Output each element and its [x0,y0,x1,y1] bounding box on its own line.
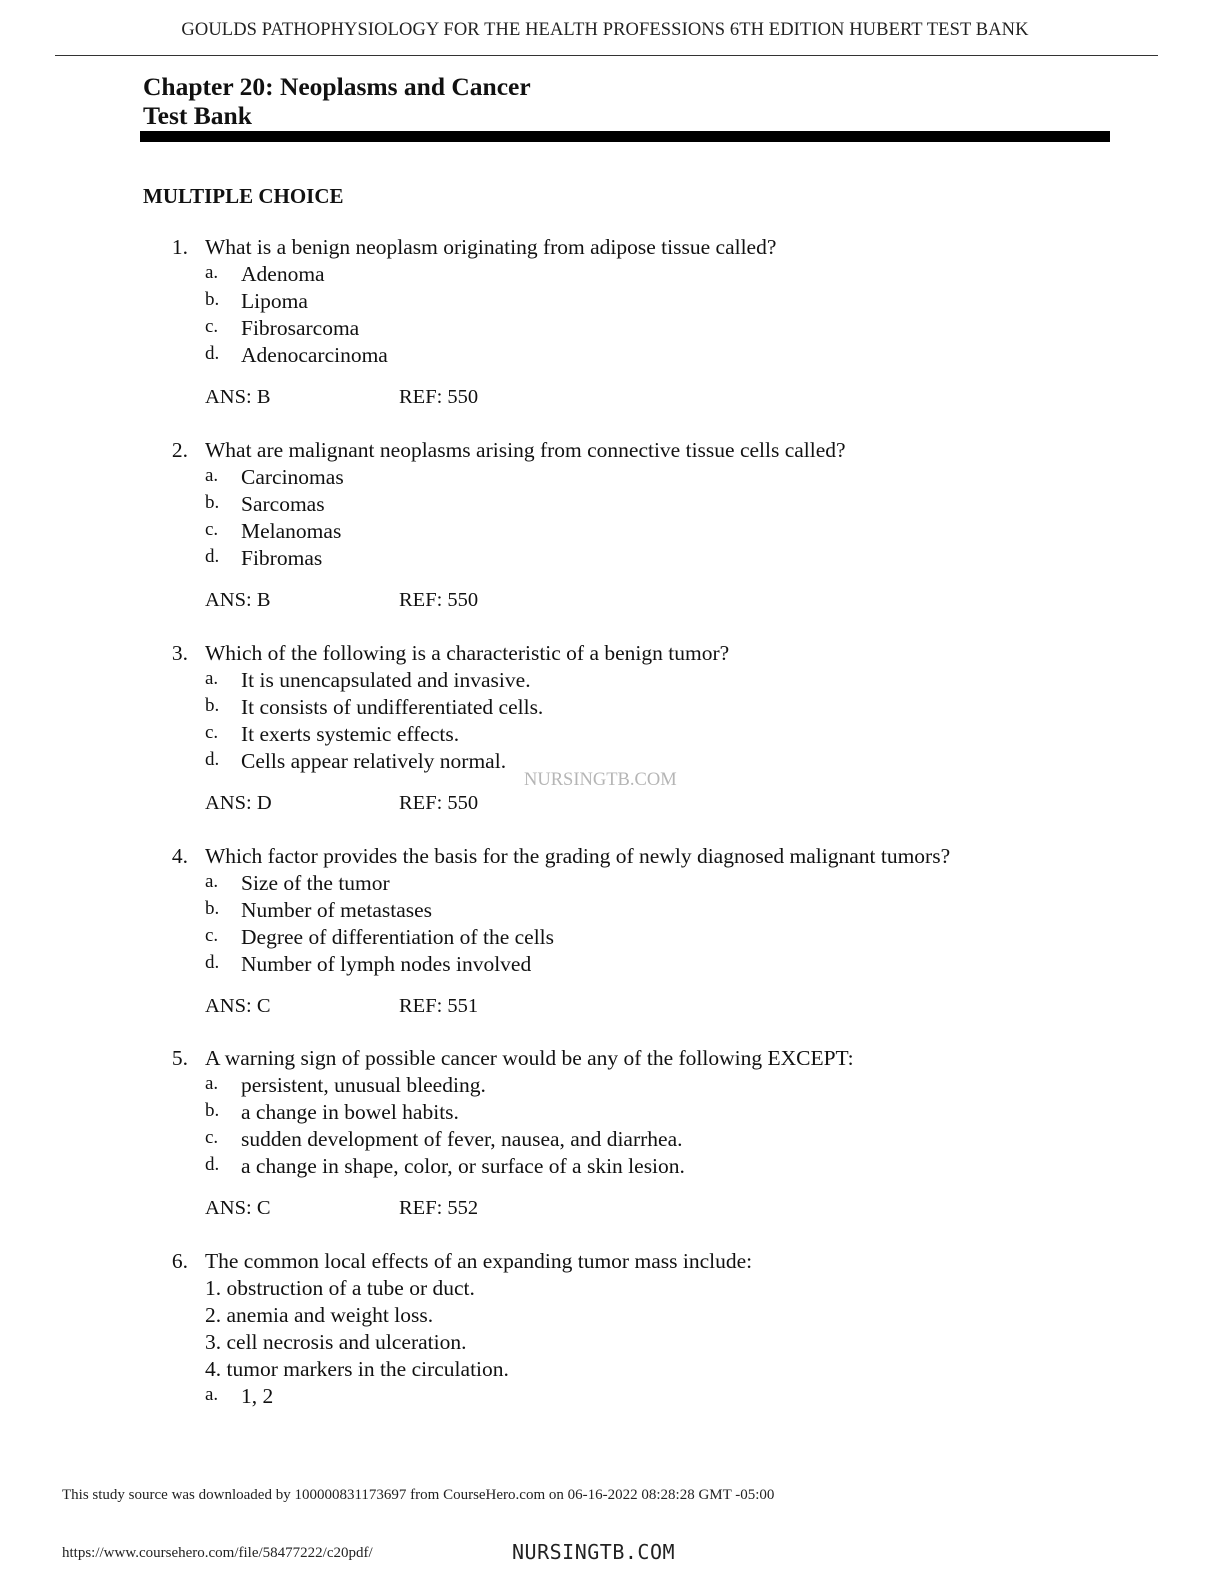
option-c [0,1126,1224,1153]
question-number: 4. [171,844,188,868]
statement-text: 4. tumor markers in the circulation. [205,1357,509,1381]
statement-text: 2. anemia and weight loss. [205,1303,434,1327]
option-a [0,1383,1224,1410]
option-a [0,464,1224,491]
option-letter: c. [205,519,219,540]
question-stem [0,843,1224,870]
question-number: 1. [171,235,188,259]
option-text: Number of lymph nodes involved [241,952,532,976]
option-text: Fibromas [241,546,323,570]
option-letter: c. [205,925,219,946]
option-b [0,1099,1224,1126]
option-a [0,1072,1224,1099]
option-b [0,288,1224,315]
source-url-link[interactable]: https://www.coursehero.com/file/58477222/c20pdf/ [62,1545,373,1561]
question-number: 2. [171,438,188,462]
option-a [0,667,1224,694]
option-c [0,721,1224,748]
question-2 [0,437,1224,614]
page-reference: REF: 550 [399,386,479,408]
option-letter: a. [205,1384,219,1405]
question-stem [0,234,1224,261]
answer-key: ANS: C [205,995,271,1017]
option-d [0,342,1224,369]
statement-4 [0,1356,1224,1383]
option-text: Degree of differentiation of the cells [241,925,555,949]
option-text: Adenoma [241,262,325,286]
statement-1 [0,1275,1224,1302]
chapter-title-line: Chapter 20: Neoplasms and Cancer [143,72,531,101]
question-4 [0,843,1224,1020]
question-5 [0,1045,1224,1222]
option-text: sudden development of fever, nausea, and diarrhea. [241,1127,683,1151]
option-text: Adenocarcinoma [241,343,388,367]
question-text: What is a benign neoplasm originating from adipose tissue called? [205,235,777,259]
option-text: a change in shape, color, or surface of a skin lesion. [241,1154,685,1178]
option-text: Melanomas [241,519,342,543]
option-letter: a. [205,1073,219,1094]
option-a [0,870,1224,897]
option-letter: b. [205,289,220,310]
answer-line [0,384,1224,411]
question-stem [0,1248,1224,1275]
header-divider [55,55,1158,56]
option-letter: a. [205,871,219,892]
section-heading: MULTIPLE CHOICE [143,184,344,208]
option-d [0,951,1224,978]
option-text: Size of the tumor [241,871,390,895]
answer-line [0,1195,1224,1222]
option-d [0,545,1224,572]
question-number: 3. [171,641,188,665]
watermark: NURSINGTB.COM [524,770,677,790]
option-letter: b. [205,1100,220,1121]
answer-line [0,790,1224,817]
option-b [0,897,1224,924]
answer-key: ANS: D [205,792,272,814]
option-letter: b. [205,492,220,513]
option-text: a change in bowel habits. [241,1100,459,1124]
option-letter: d. [205,952,220,973]
option-letter: a. [205,262,219,283]
option-text: It consists of undifferentiated cells. [241,695,544,719]
option-a [0,261,1224,288]
option-letter: d. [205,343,220,364]
answer-key: ANS: B [205,589,271,611]
option-b [0,491,1224,518]
option-text: Sarcomas [241,492,325,516]
question-number: 6. [171,1249,188,1273]
option-d [0,1153,1224,1180]
option-letter: c. [205,1127,219,1148]
question-text: Which factor provides the basis for the grading of newly diagnosed malignant tumors? [205,844,951,868]
title-rule-bar [140,131,1110,142]
option-letter: d. [205,1154,220,1175]
statement-text: 1. obstruction of a tube or duct. [205,1276,475,1300]
option-letter: c. [205,722,219,743]
option-c [0,518,1224,545]
option-letter: a. [205,668,219,689]
chapter-subtitle-line: Test Bank [143,101,252,130]
page-reference: REF: 551 [399,995,479,1017]
option-letter: a. [205,465,219,486]
option-letter: c. [205,316,219,337]
option-text: Cells appear relatively normal. [241,749,507,773]
answer-line [0,993,1224,1020]
option-b [0,694,1224,721]
option-text: It is unencapsulated and invasive. [241,668,531,692]
question-stem [0,437,1224,464]
option-text: Lipoma [241,289,308,313]
statement-3 [0,1329,1224,1356]
question-1 [0,234,1224,411]
option-letter: d. [205,749,220,770]
statement-2 [0,1302,1224,1329]
footer-brand: NURSINGTB.COM [512,1540,676,1564]
question-text: What are malignant neoplasms arising from connective tissue cells called? [205,438,846,462]
answer-key: ANS: C [205,1197,271,1219]
answer-key: ANS: B [205,386,271,408]
option-text: Carcinomas [241,465,344,489]
page-reference: REF: 550 [399,589,479,611]
option-text: It exerts systemic effects. [241,722,460,746]
page-reference: REF: 550 [399,792,479,814]
page-reference: REF: 552 [399,1197,479,1219]
question-text: The common local effects of an expanding tumor mass include: [205,1249,753,1273]
option-letter: b. [205,695,220,716]
option-text: 1, 2 [241,1384,274,1408]
answer-line [0,587,1224,614]
option-text: Fibrosarcoma [241,316,360,340]
option-text: persistent, unusual bleeding. [241,1073,486,1097]
option-letter: d. [205,546,220,567]
download-source-note: This study source was downloaded by 100000831173697 from CourseHero.com on 06-16-2022 08:28:28 GMT -05:00 [62,1487,775,1503]
option-c [0,924,1224,951]
option-c [0,315,1224,342]
question-stem [0,640,1224,667]
option-letter: b. [205,898,220,919]
option-text: Number of metastases [241,898,433,922]
statement-text: 3. cell necrosis and ulceration. [205,1330,467,1354]
question-text: A warning sign of possible cancer would be any of the following EXCEPT: [205,1046,854,1070]
chapter-title [143,72,531,130]
question-text: Which of the following is a characteristic of a benign tumor? [205,641,730,665]
running-header: GOULDS PATHOPHYSIOLOGY FOR THE HEALTH PROFESSIONS 6TH EDITION HUBERT TEST BANK [181,20,1029,40]
question-6 [0,1248,1224,1410]
question-number: 5. [171,1046,188,1070]
question-stem [0,1045,1224,1072]
